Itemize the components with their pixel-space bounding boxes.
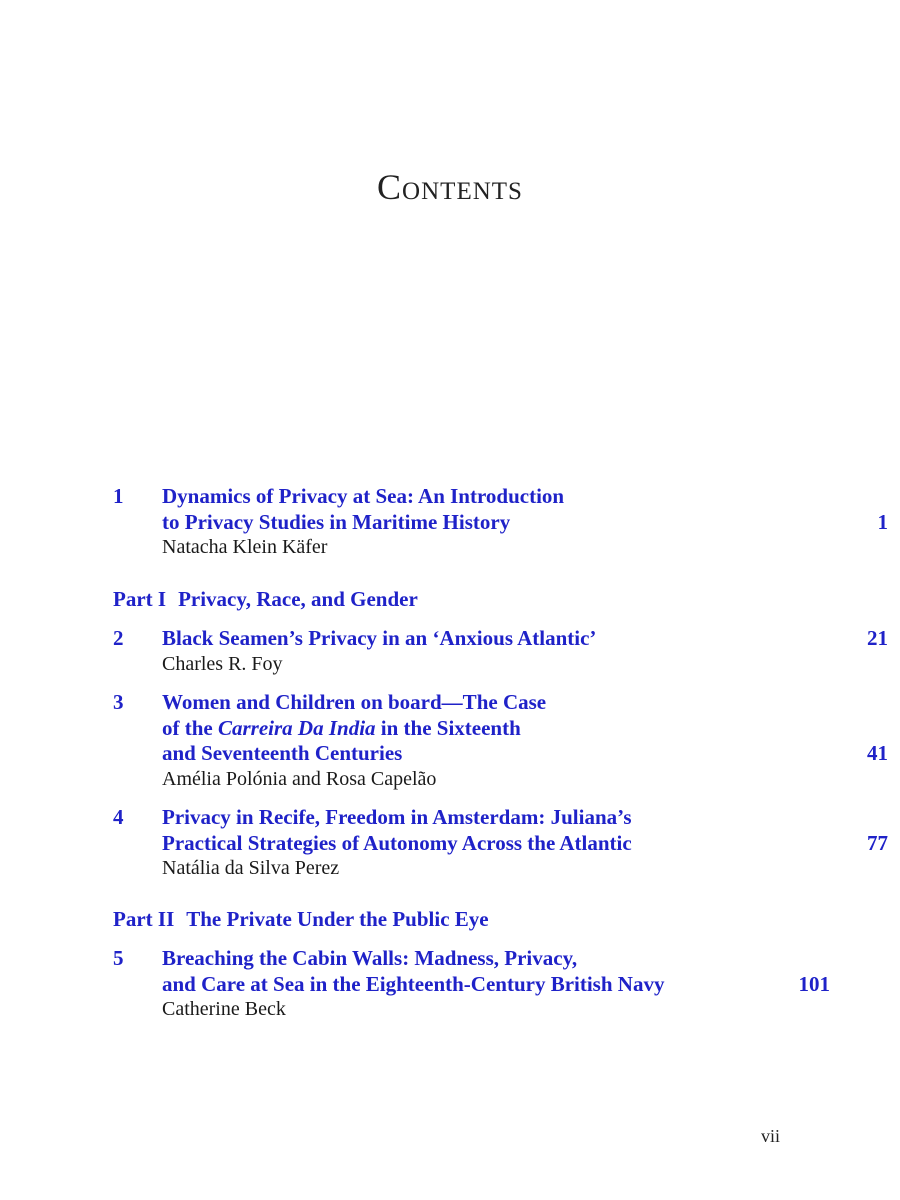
part-label[interactable]: Part I xyxy=(113,587,167,611)
chapter-title-line[interactable]: Breaching the Cabin Walls: Madness, Privacy, xyxy=(162,946,578,970)
chapter-title-text[interactable]: in the Sixteenth xyxy=(380,715,521,740)
chapter-number[interactable]: 2 xyxy=(113,626,124,650)
chapter-title-text[interactable]: and Seventeenth Centuries xyxy=(162,741,403,765)
toc-entry-4[interactable] xyxy=(113,805,888,882)
chapter-title-line[interactable]: Women and Children on board—The Case xyxy=(162,690,547,714)
page-folio: vii xyxy=(760,1126,780,1146)
chapter-author: Charles R. Foy xyxy=(162,652,283,675)
page-title: Contents xyxy=(377,167,523,207)
chapter-title-line[interactable] xyxy=(162,626,888,652)
toc-entry-2[interactable] xyxy=(113,626,888,677)
chapter-title-text[interactable]: Black Seamen’s Privacy in an ‘Anxious Atlantic’ xyxy=(162,626,597,650)
page-number[interactable]: 77 xyxy=(867,830,888,855)
part-heading-1[interactable] xyxy=(113,587,781,613)
chapter-author: Amélia Polónia and Rosa Capelão xyxy=(162,767,437,790)
part-title[interactable]: The Private Under the Public Eye xyxy=(186,907,489,931)
page-number[interactable]: 21 xyxy=(867,626,888,650)
chapter-number[interactable]: 4 xyxy=(113,805,124,829)
page-number[interactable]: 101 xyxy=(798,971,830,996)
chapter-title-text[interactable]: Practical Strategies of Autonomy Across the Atlantic xyxy=(162,830,632,855)
chapter-title-italic[interactable]: Carreira Da India xyxy=(218,715,376,740)
part-label[interactable]: Part II xyxy=(113,907,175,931)
page-number[interactable]: 41 xyxy=(867,741,888,765)
chapter-number[interactable]: 1 xyxy=(113,484,124,508)
chapter-title-line[interactable] xyxy=(162,716,830,742)
chapter-title-text[interactable]: to Privacy Studies in Maritime History xyxy=(162,509,511,534)
part-heading-2[interactable] xyxy=(113,907,781,933)
toc-entry-5[interactable] xyxy=(113,946,830,1023)
chapter-number[interactable]: 3 xyxy=(113,690,124,714)
chapter-title-line[interactable]: Dynamics of Privacy at Sea: An Introduction xyxy=(162,484,565,508)
chapter-author: Natacha Klein Käfer xyxy=(162,536,328,558)
chapter-title-line[interactable] xyxy=(162,509,888,536)
chapter-title-text[interactable]: and Care at Sea in the Eighteenth-Century British Navy xyxy=(162,971,665,996)
chapter-title-line[interactable] xyxy=(162,972,830,998)
chapter-title-text[interactable]: of the xyxy=(162,715,213,740)
page-number[interactable]: 1 xyxy=(877,509,888,534)
chapter-title-line[interactable] xyxy=(162,830,888,857)
chapter-number[interactable]: 5 xyxy=(113,946,124,970)
chapter-title-line[interactable] xyxy=(162,741,888,767)
toc-entry-3[interactable] xyxy=(113,690,888,792)
chapter-title-line[interactable]: Privacy in Recife, Freedom in Amsterdam: Juliana’s xyxy=(162,805,632,829)
toc-entry-1[interactable] xyxy=(113,484,888,561)
chapter-author: Catherine Beck xyxy=(162,998,286,1020)
part-title[interactable]: Privacy, Race, and Gender xyxy=(178,587,418,611)
chapter-author: Natália da Silva Perez xyxy=(162,857,340,879)
